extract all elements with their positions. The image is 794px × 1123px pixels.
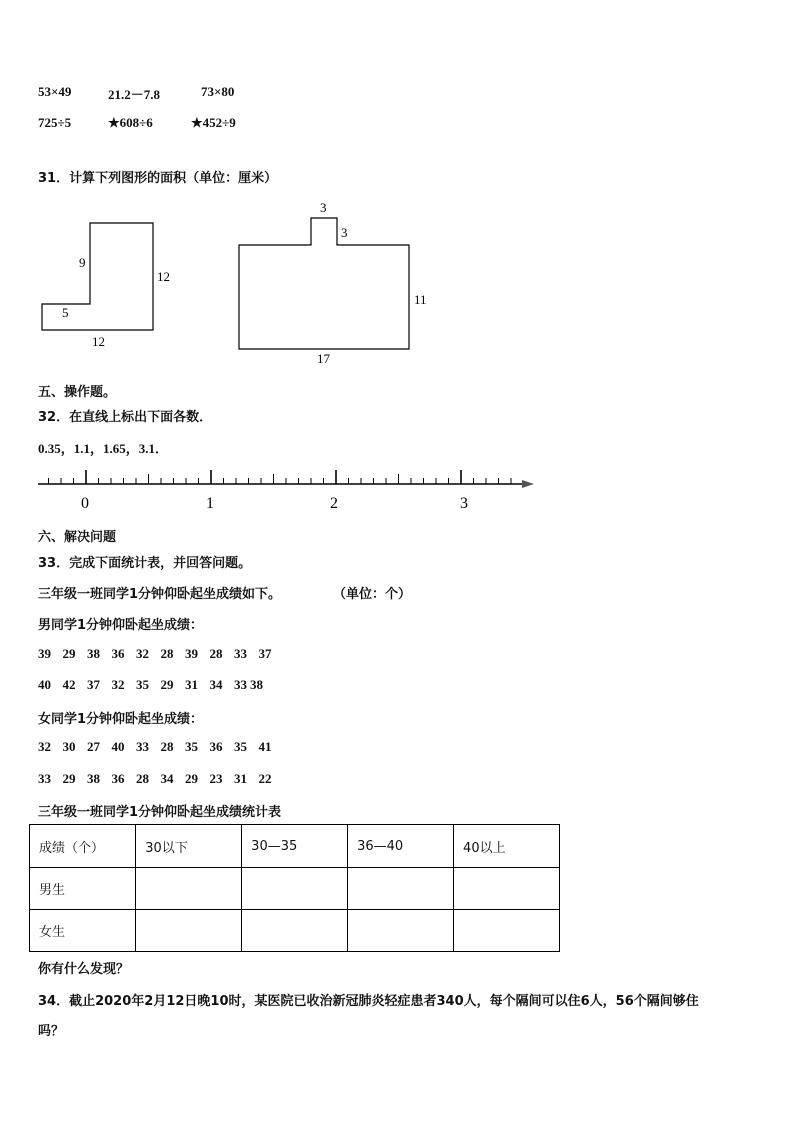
score: 30 — [62, 739, 76, 754]
q33-title: 33．完成下面统计表，并回答问题。 — [38, 556, 252, 571]
answer-cell[interactable] — [454, 910, 560, 952]
shape2-label-bottom: 17 — [317, 351, 330, 366]
q32-title: 32．在直线上标出下面各数． — [38, 410, 213, 425]
calc-item: 73×80 — [201, 84, 235, 99]
shape1-label-left-upper: 9 — [79, 255, 86, 270]
score: 23 — [209, 771, 223, 786]
score: 29 — [185, 771, 198, 786]
girls-label: 女同学1分钟仰卧起坐成绩： — [38, 712, 204, 727]
calc-item: ★452÷9 — [191, 115, 236, 130]
answer-cell[interactable] — [348, 868, 454, 910]
calc-item: 725÷5 — [38, 115, 72, 130]
score: 35 — [136, 677, 149, 692]
score: 37 — [258, 646, 272, 661]
answer-cell[interactable] — [136, 910, 242, 952]
answer-cell[interactable] — [242, 910, 348, 952]
score: 34 — [160, 771, 174, 786]
number-line-arrow — [522, 480, 534, 488]
table-header-cell: 36—40 — [348, 825, 454, 868]
table-header-cell: 30以下 — [136, 825, 242, 868]
calc-item: 53×49 — [38, 84, 72, 99]
number-line-ticks — [49, 470, 512, 484]
score: 29 — [160, 677, 174, 692]
answer-cell[interactable] — [242, 868, 348, 910]
score: 32 — [38, 739, 51, 754]
q31-title: 31．计算下列图形的面积（单位：厘米） — [38, 171, 278, 186]
table-header-cell: 30—35 — [242, 825, 348, 868]
shape1-label-left-lower: 5 — [62, 305, 69, 320]
table-header-cell: 成绩（个） — [30, 825, 136, 868]
score: 27 — [87, 739, 100, 754]
score: 37 — [87, 677, 100, 692]
shape1-label-right: 12 — [157, 269, 170, 284]
shape2-label-right: 11 — [414, 292, 427, 307]
score: 38 — [250, 677, 263, 692]
score: 39 — [38, 646, 51, 661]
score: 28 — [209, 646, 223, 661]
l-shape — [42, 223, 153, 330]
score: 36 — [209, 739, 223, 754]
shape2-label-top: 3 — [320, 200, 327, 215]
score: 35 — [185, 739, 198, 754]
score: 33 — [38, 771, 51, 786]
answer-cell[interactable] — [348, 910, 454, 952]
boys-scores-row-2 — [38, 677, 275, 693]
table-header-row — [30, 825, 560, 868]
score: 22 — [258, 771, 272, 786]
table-row — [30, 910, 560, 952]
score: 28 — [160, 646, 174, 661]
q34-line-1: 34．截止2020年2月12日晚10时，某医院已收治新冠肺炎轻症患者340人，每个隔间可以住6人，56个隔间够住 — [38, 994, 699, 1009]
score: 38 — [87, 646, 100, 661]
section-6-heading: 六、解决问题 — [38, 530, 117, 545]
score: 40 — [111, 739, 125, 754]
row-label: 男生 — [30, 868, 136, 910]
q34-line-2: 吗？ — [38, 1024, 65, 1039]
table-row — [30, 868, 560, 910]
boys-label: 男同学1分钟仰卧起坐成绩： — [38, 618, 204, 633]
number-line[interactable] — [0, 465, 794, 515]
answer-cell[interactable] — [454, 868, 560, 910]
score: 38 — [87, 771, 100, 786]
axis-label-1: 1 — [206, 495, 214, 512]
table-header-cell: 40以上 — [454, 825, 560, 868]
score: 28 — [160, 739, 174, 754]
boys-scores-row-1 — [38, 646, 283, 662]
score: 35 — [234, 739, 247, 754]
table-title: 三年级一班同学1分钟仰卧起坐成绩统计表 — [38, 805, 282, 820]
score: 31 — [234, 771, 247, 786]
girls-scores-row-2 — [38, 771, 283, 787]
section-5-heading: 五、操作题。 — [38, 385, 117, 400]
shape1-label-bottom: 12 — [92, 334, 105, 349]
score: 33 — [136, 739, 149, 754]
q32-numbers: 0.35，1.1，1.65，3.1． — [38, 441, 169, 456]
notched-rectangle — [239, 218, 409, 349]
q33-question: 你有什么发现？ — [38, 962, 130, 977]
answer-cell[interactable] — [136, 868, 242, 910]
score: 33 — [234, 646, 247, 661]
score: 36 — [111, 771, 125, 786]
score: 33 — [234, 677, 247, 692]
axis-label-2: 2 — [330, 495, 338, 512]
stats-table — [29, 824, 560, 952]
q33-unit: （单位：个） — [333, 587, 412, 602]
calc-item: 21.2－7.8 — [108, 87, 161, 102]
calc-item: ★608÷6 — [108, 115, 153, 130]
score: 34 — [209, 677, 223, 692]
score: 29 — [62, 771, 76, 786]
score: 32 — [136, 646, 149, 661]
score: 28 — [136, 771, 149, 786]
axis-label-3: 3 — [460, 495, 468, 512]
q33-intro: 三年级一班同学1分钟仰卧起坐成绩如下。 — [38, 587, 282, 602]
score: 40 — [38, 677, 51, 692]
girls-scores-row-1 — [38, 739, 283, 755]
score: 39 — [185, 646, 198, 661]
score: 32 — [111, 677, 125, 692]
score: 29 — [62, 646, 76, 661]
row-label: 女生 — [30, 910, 136, 952]
score: 31 — [185, 677, 198, 692]
shape2-label-notch: 3 — [341, 225, 348, 240]
q31-figures — [0, 195, 794, 395]
score: 42 — [62, 677, 76, 692]
score: 41 — [258, 739, 272, 754]
axis-label-0: 0 — [81, 495, 89, 512]
score: 36 — [111, 646, 125, 661]
